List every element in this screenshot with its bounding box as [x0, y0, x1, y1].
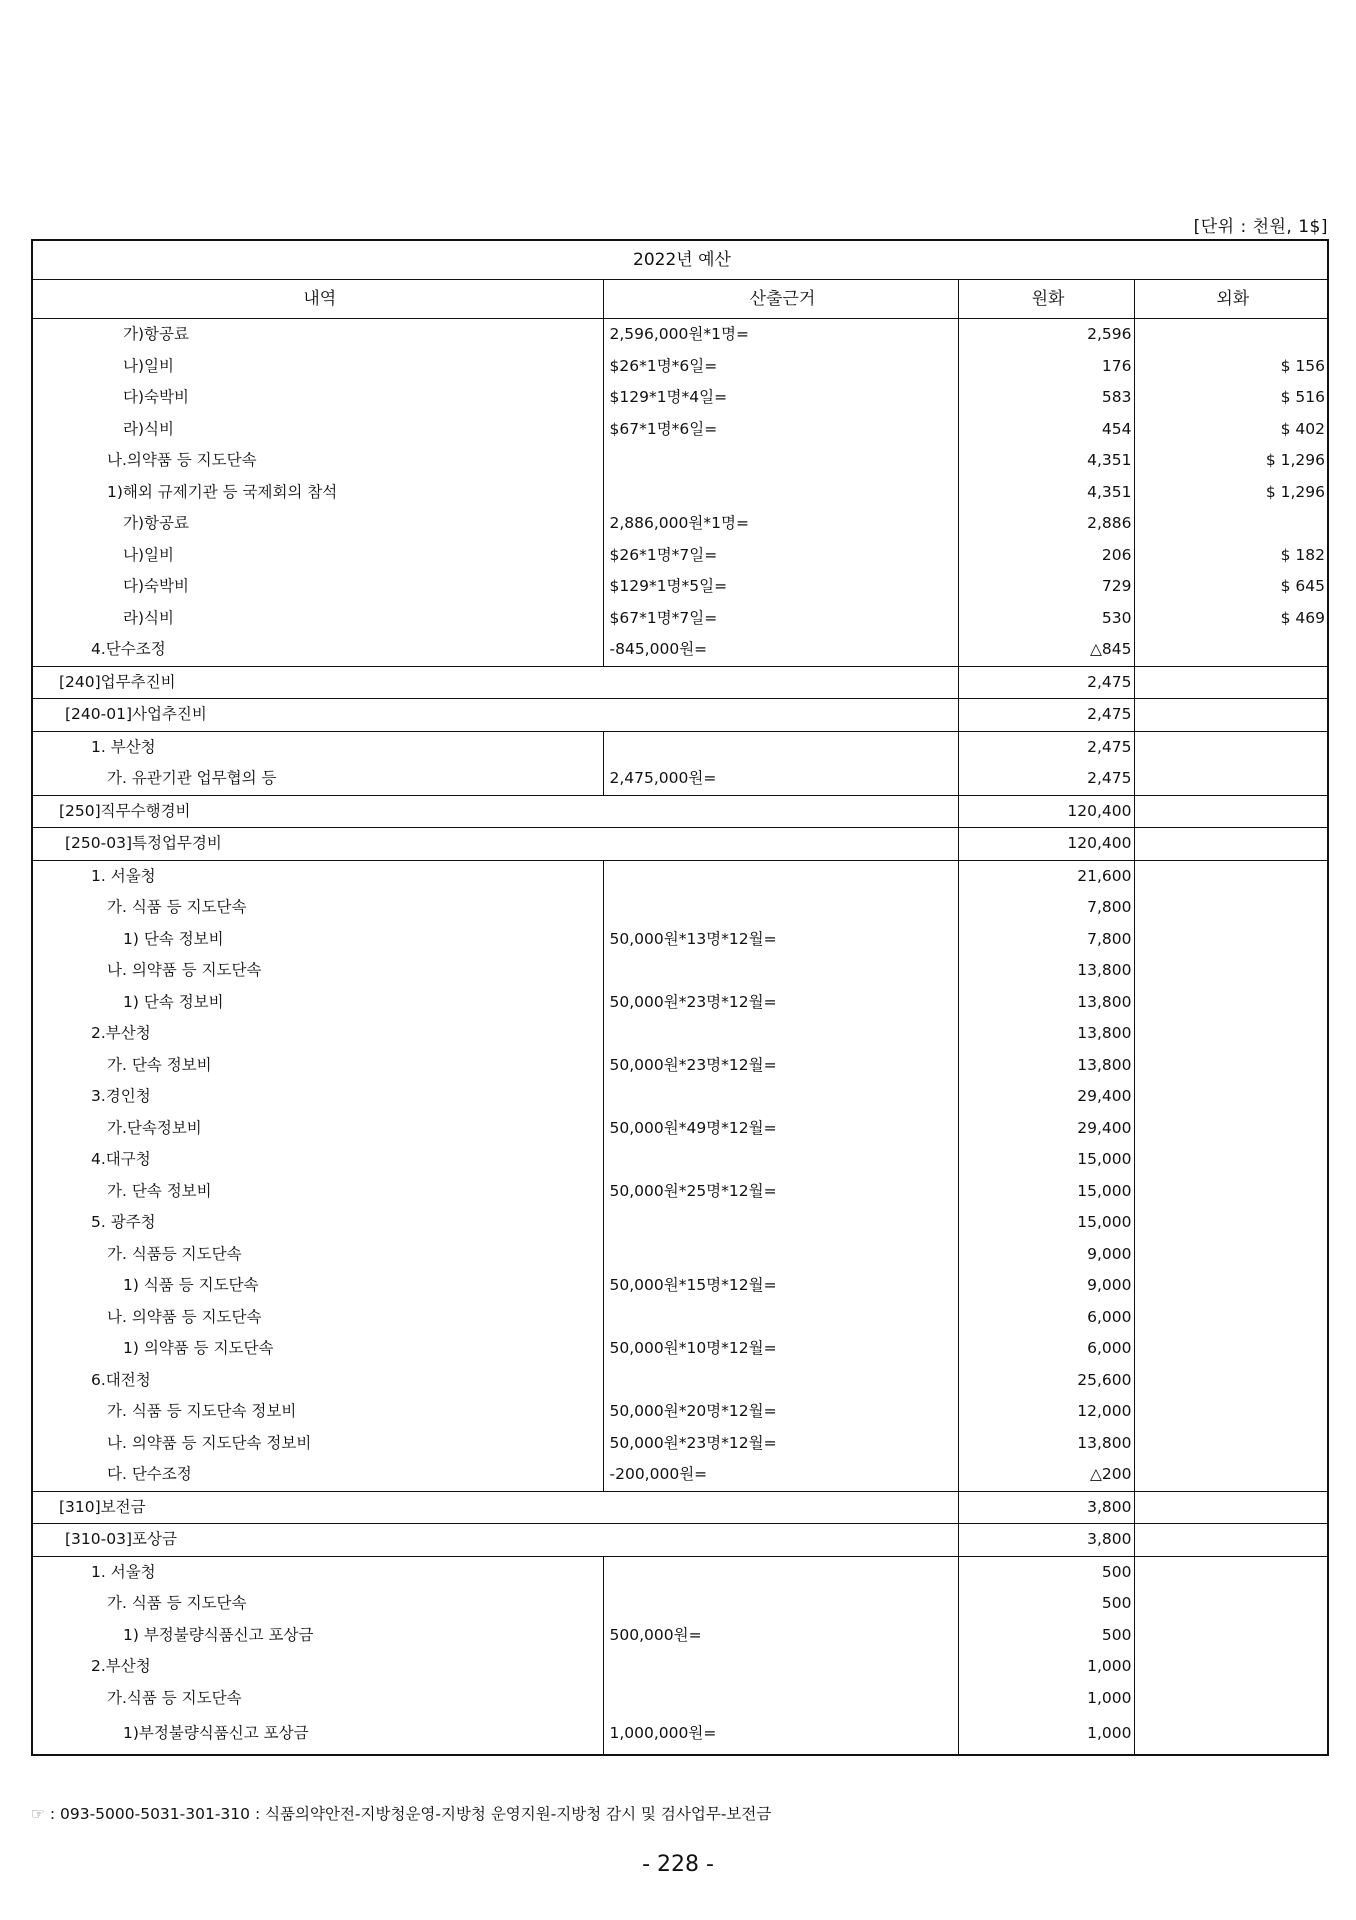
row-krw: 2,475: [958, 731, 1134, 763]
header-usd: 외화: [1134, 280, 1328, 319]
pointing-hand-icon: ☞: [31, 1805, 45, 1823]
row-basis: $26*1명*7일=: [603, 540, 958, 572]
row-basis: 50,000원*15명*12월=: [603, 1270, 958, 1302]
row-basis: [603, 1588, 958, 1620]
row-basis: [603, 1081, 958, 1113]
table-row: [32, 987, 1328, 1019]
row-basis: $26*1명*6일=: [603, 351, 958, 383]
row-basis: 50,000원*20명*12월=: [603, 1396, 958, 1428]
row-item: 1)해외 규제기관 등 국제회의 참석: [32, 477, 603, 509]
row-item: 3.경인청: [32, 1081, 603, 1113]
row-krw: 15,000: [958, 1144, 1134, 1176]
row-usd: [1134, 1524, 1328, 1557]
row-basis: -200,000원=: [603, 1459, 958, 1491]
row-usd: [1134, 1113, 1328, 1145]
row-krw: 21,600: [958, 860, 1134, 892]
row-usd: [1134, 1491, 1328, 1524]
table-row: [32, 319, 1328, 351]
row-item: 가. 단속 정보비: [32, 1176, 603, 1208]
row-basis: 50,000원*49명*12월=: [603, 1113, 958, 1145]
row-krw: △200: [958, 1459, 1134, 1491]
row-usd: [1134, 1050, 1328, 1082]
row-basis: 50,000원*25명*12월=: [603, 1176, 958, 1208]
row-item: 라)식비: [32, 414, 603, 446]
row-item: 4.단수조정: [32, 634, 603, 666]
row-krw: 6,000: [958, 1302, 1134, 1334]
row-krw: 176: [958, 351, 1134, 383]
row-item: 1. 서울청: [32, 860, 603, 892]
row-krw: 1,000: [958, 1651, 1134, 1683]
row-krw: 120,400: [958, 828, 1134, 861]
row-krw: 7,800: [958, 924, 1134, 956]
row-basis: [603, 1207, 958, 1239]
row-usd: [1134, 1651, 1328, 1683]
row-usd: [1134, 508, 1328, 540]
table-row: [32, 1651, 1328, 1683]
row-usd: [1134, 860, 1328, 892]
row-krw: 9,000: [958, 1270, 1134, 1302]
row-item: 나)일비: [32, 351, 603, 383]
row-item: 1) 단속 정보비: [32, 924, 603, 956]
table-row: [32, 414, 1328, 446]
row-item: 1)부정불량식품신고 포상금: [32, 1714, 603, 1755]
row-item: 1. 부산청: [32, 731, 603, 763]
unit-label: [단위 : 천원, 1$]: [1193, 217, 1328, 237]
header-item: 내역: [32, 280, 603, 319]
table-row: [32, 1365, 1328, 1397]
table-row: [32, 955, 1328, 987]
row-krw: 729: [958, 571, 1134, 603]
table-row: [32, 763, 1328, 795]
row-basis: [603, 955, 958, 987]
row-basis: [603, 1365, 958, 1397]
table-row: [32, 731, 1328, 763]
row-krw: 7,800: [958, 892, 1134, 924]
row-krw: 15,000: [958, 1176, 1134, 1208]
category-row: [32, 1491, 1328, 1524]
row-usd: $ 645: [1134, 571, 1328, 603]
table-row: [32, 1302, 1328, 1334]
row-krw: 1,000: [958, 1683, 1134, 1715]
table-row: [32, 1683, 1328, 1715]
row-usd: $ 402: [1134, 414, 1328, 446]
row-basis: [603, 1651, 958, 1683]
row-basis: -845,000원=: [603, 634, 958, 666]
row-usd: [1134, 1207, 1328, 1239]
row-item: 다)숙박비: [32, 382, 603, 414]
category-label: [310-03]포상금: [32, 1524, 958, 1557]
row-krw: 2,475: [958, 666, 1134, 699]
row-basis: 500,000원=: [603, 1620, 958, 1652]
row-usd: [1134, 731, 1328, 763]
row-krw: 3,800: [958, 1491, 1134, 1524]
row-usd: [1134, 1333, 1328, 1365]
header-krw: 원화: [958, 280, 1134, 319]
row-item: 가. 식품 등 지도단속: [32, 892, 603, 924]
row-item: 라)식비: [32, 603, 603, 635]
row-item: 나)일비: [32, 540, 603, 572]
row-krw: 12,000: [958, 1396, 1134, 1428]
row-usd: [1134, 699, 1328, 732]
category-row: [32, 699, 1328, 732]
footnote: [31, 1802, 771, 1824]
row-basis: 2,596,000원*1명=: [603, 319, 958, 351]
row-item: 나. 의약품 등 지도단속: [32, 955, 603, 987]
row-item: 5. 광주청: [32, 1207, 603, 1239]
row-basis: $67*1명*7일=: [603, 603, 958, 635]
table-row: [32, 1113, 1328, 1145]
row-basis: 2,475,000원=: [603, 763, 958, 795]
table-row: [32, 1556, 1328, 1588]
row-usd: [1134, 1302, 1328, 1334]
row-usd: [1134, 924, 1328, 956]
row-usd: $ 1,296: [1134, 445, 1328, 477]
category-label: [240]업무추진비: [32, 666, 958, 699]
table-title: 2022년 예산: [32, 240, 1328, 280]
table-row: [32, 477, 1328, 509]
row-usd: [1134, 634, 1328, 666]
row-item: 2.부산청: [32, 1018, 603, 1050]
category-label: [250-03]특정업무경비: [32, 828, 958, 861]
table-row: [32, 1428, 1328, 1460]
row-item: 1) 의약품 등 지도단속: [32, 1333, 603, 1365]
category-row: [32, 795, 1328, 828]
table-row: [32, 1081, 1328, 1113]
row-item: 가)항공료: [32, 508, 603, 540]
table-row: [32, 508, 1328, 540]
row-usd: [1134, 319, 1328, 351]
row-item: 가.단속정보비: [32, 1113, 603, 1145]
row-usd: [1134, 1588, 1328, 1620]
row-krw: 29,400: [958, 1113, 1134, 1145]
row-krw: 13,800: [958, 987, 1134, 1019]
row-krw: 9,000: [958, 1239, 1134, 1271]
row-usd: $ 156: [1134, 351, 1328, 383]
table-row: [32, 892, 1328, 924]
row-usd: [1134, 1556, 1328, 1588]
row-usd: [1134, 1683, 1328, 1715]
row-krw: 13,800: [958, 955, 1134, 987]
table-row: [32, 1459, 1328, 1491]
row-krw: 583: [958, 382, 1134, 414]
row-usd: [1134, 1176, 1328, 1208]
row-usd: [1134, 828, 1328, 861]
row-item: 6.대전청: [32, 1365, 603, 1397]
row-basis: 50,000원*10명*12월=: [603, 1333, 958, 1365]
table-row: [32, 1714, 1328, 1755]
table-row: [32, 603, 1328, 635]
table-row: [32, 445, 1328, 477]
table-row: [32, 1333, 1328, 1365]
category-row: [32, 1524, 1328, 1557]
row-usd: [1134, 1239, 1328, 1271]
row-basis: [603, 860, 958, 892]
row-basis: $129*1명*5일=: [603, 571, 958, 603]
row-krw: 500: [958, 1588, 1134, 1620]
row-usd: [1134, 1396, 1328, 1428]
row-basis: [603, 1144, 958, 1176]
category-row: [32, 828, 1328, 861]
row-usd: [1134, 955, 1328, 987]
row-item: 1. 서울청: [32, 1556, 603, 1588]
row-basis: 50,000원*23명*12월=: [603, 1428, 958, 1460]
row-basis: 50,000원*13명*12월=: [603, 924, 958, 956]
row-usd: $ 182: [1134, 540, 1328, 572]
row-item: 가)항공료: [32, 319, 603, 351]
row-usd: [1134, 1144, 1328, 1176]
footnote-text: : 093-5000-5031-301-310 : 식품의약안전-지방청운영-지방청 운영지원-지방청 감시 및 검사업무-보전금: [49, 1805, 772, 1823]
category-label: [240-01]사업추진비: [32, 699, 958, 732]
table-row: [32, 571, 1328, 603]
table-row: [32, 924, 1328, 956]
row-krw: 206: [958, 540, 1134, 572]
row-usd: [1134, 1459, 1328, 1491]
row-basis: 1,000,000원=: [603, 1714, 958, 1755]
row-basis: $129*1명*4일=: [603, 382, 958, 414]
table-row: [32, 1270, 1328, 1302]
row-basis: [603, 1018, 958, 1050]
row-basis: 50,000원*23명*12월=: [603, 987, 958, 1019]
row-basis: [603, 892, 958, 924]
row-item: 가. 식품등 지도단속: [32, 1239, 603, 1271]
table-row: [32, 634, 1328, 666]
row-krw: 4,351: [958, 445, 1134, 477]
row-krw: 15,000: [958, 1207, 1134, 1239]
row-item: 가. 단속 정보비: [32, 1050, 603, 1082]
row-item: 나. 의약품 등 지도단속: [32, 1302, 603, 1334]
header-basis: 산출근거: [603, 280, 958, 319]
row-basis: [603, 1302, 958, 1334]
table-row: [32, 1239, 1328, 1271]
table-row: [32, 1144, 1328, 1176]
table-row: [32, 1176, 1328, 1208]
row-basis: [603, 1556, 958, 1588]
row-krw: 454: [958, 414, 1134, 446]
row-item: 가. 유관기관 업무협의 등: [32, 763, 603, 795]
row-krw: 25,600: [958, 1365, 1134, 1397]
row-krw: 13,800: [958, 1018, 1134, 1050]
row-usd: [1134, 1081, 1328, 1113]
row-basis: [603, 731, 958, 763]
row-krw: 4,351: [958, 477, 1134, 509]
row-krw: 6,000: [958, 1333, 1134, 1365]
row-basis: [603, 477, 958, 509]
table-row: [32, 1396, 1328, 1428]
row-krw: 2,475: [958, 699, 1134, 732]
row-usd: [1134, 763, 1328, 795]
page-number: - 228 -: [642, 1852, 714, 1877]
category-label: [250]직무수행경비: [32, 795, 958, 828]
row-basis: 50,000원*23명*12월=: [603, 1050, 958, 1082]
row-item: 1) 부정불량식품신고 포상금: [32, 1620, 603, 1652]
row-usd: [1134, 1270, 1328, 1302]
row-item: 4.대구청: [32, 1144, 603, 1176]
row-usd: [1134, 1714, 1328, 1755]
row-usd: [1134, 795, 1328, 828]
row-basis: $67*1명*6일=: [603, 414, 958, 446]
row-krw: 530: [958, 603, 1134, 635]
row-usd: [1134, 666, 1328, 699]
row-basis: [603, 445, 958, 477]
row-usd: [1134, 1620, 1328, 1652]
table-row: [32, 1018, 1328, 1050]
row-item: 나. 의약품 등 지도단속 정보비: [32, 1428, 603, 1460]
row-item: 가. 식품 등 지도단속 정보비: [32, 1396, 603, 1428]
row-usd: $ 516: [1134, 382, 1328, 414]
table-row: [32, 860, 1328, 892]
row-krw: 29,400: [958, 1081, 1134, 1113]
row-krw: 2,886: [958, 508, 1134, 540]
row-usd: $ 469: [1134, 603, 1328, 635]
table-row: [32, 351, 1328, 383]
row-krw: 500: [958, 1620, 1134, 1652]
row-krw: 13,800: [958, 1050, 1134, 1082]
row-item: 1) 식품 등 지도단속: [32, 1270, 603, 1302]
table-row: [32, 540, 1328, 572]
row-item: 1) 단속 정보비: [32, 987, 603, 1019]
row-usd: [1134, 892, 1328, 924]
row-basis: 2,886,000원*1명=: [603, 508, 958, 540]
row-item: 2.부산청: [32, 1651, 603, 1683]
row-basis: [603, 1683, 958, 1715]
row-item: 다)숙박비: [32, 571, 603, 603]
row-krw: 1,000: [958, 1714, 1134, 1755]
table-row: [32, 1207, 1328, 1239]
row-usd: [1134, 1365, 1328, 1397]
row-usd: [1134, 987, 1328, 1019]
row-usd: $ 1,296: [1134, 477, 1328, 509]
row-item: 다. 단수조정: [32, 1459, 603, 1491]
row-krw: 13,800: [958, 1428, 1134, 1460]
table-row: [32, 382, 1328, 414]
row-krw: 2,475: [958, 763, 1134, 795]
row-usd: [1134, 1018, 1328, 1050]
category-row: [32, 666, 1328, 699]
row-basis: [603, 1239, 958, 1271]
row-krw: △845: [958, 634, 1134, 666]
row-krw: 500: [958, 1556, 1134, 1588]
table-row: [32, 1050, 1328, 1082]
row-krw: 3,800: [958, 1524, 1134, 1557]
table-row: [32, 1620, 1328, 1652]
row-item: 가.식품 등 지도단속: [32, 1683, 603, 1715]
row-item: 가. 식품 등 지도단속: [32, 1588, 603, 1620]
row-krw: 2,596: [958, 319, 1134, 351]
category-label: [310]보전금: [32, 1491, 958, 1524]
row-usd: [1134, 1428, 1328, 1460]
row-krw: 120,400: [958, 795, 1134, 828]
row-item: 나.의약품 등 지도단속: [32, 445, 603, 477]
budget-table: [31, 239, 1329, 1756]
table-row: [32, 1588, 1328, 1620]
